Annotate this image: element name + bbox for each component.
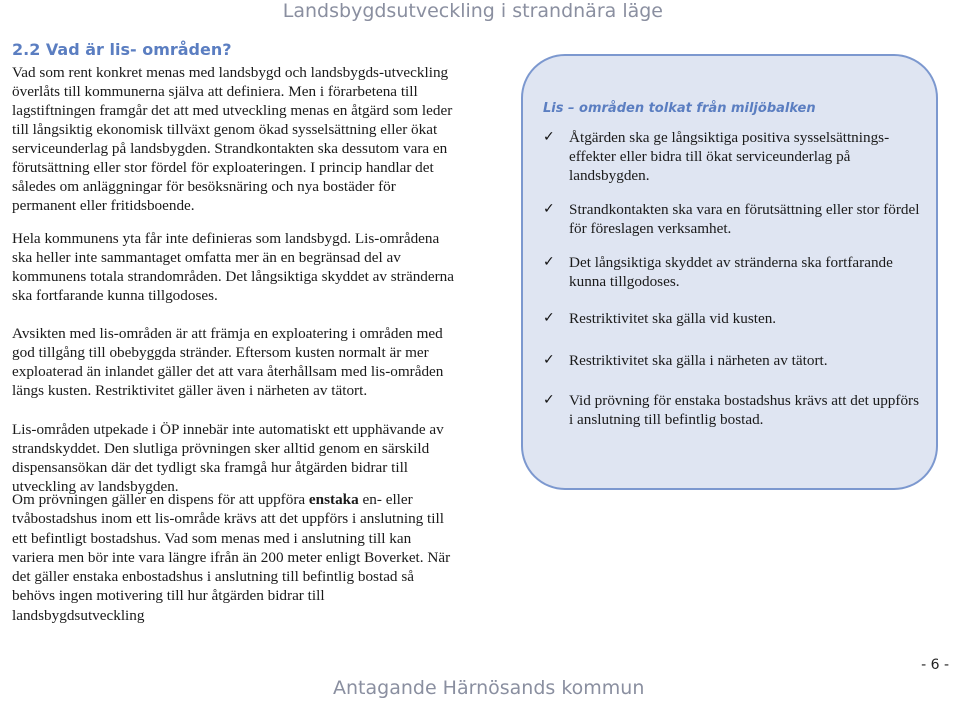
checklist-item-text: Restriktivitet ska gälla i närheten av tätort. — [569, 352, 828, 369]
page-number: - 6 - — [921, 657, 949, 673]
checklist-item — [543, 391, 923, 429]
paragraph-provning — [12, 490, 457, 625]
checklist-item-text: Åtgärden ska ge långsiktiga positiva sysselsättnings-effekter eller bidra till ökat serviceunderlag på landsbygden. — [569, 129, 890, 184]
body-column-lower — [12, 490, 457, 625]
paragraph-avsikten: Avsikten med lis-områden är att främja en exploatering i områden med god tillgång till obebyggda stränder. Eftersom kusten normalt är mer exploaterad än inlandet gäller det att vara återhållsam med lis-områden längs kusten. Restriktivitet gäller även i närheten av tätort. — [12, 325, 444, 399]
running-footer: Antagande Härnösands kommun — [333, 677, 645, 699]
checklist-item — [543, 351, 923, 370]
checkmark-icon: ✓ — [543, 129, 555, 145]
checklist-item — [543, 200, 923, 238]
body-column — [12, 63, 462, 496]
paragraph-provning-rest: en- eller tvåbostadshus inom ett lis-område krävs att det uppförs i anslutning till ett befintligt bostadshus. Vad som menas med i anslutning till kan variera men bör inte vara längre ifrån än 200 meter enligt Boverket. När det gäller enstaka enbostadshus i anslutning till befintlig bostad så behövs ingen motivering till hur åtgärden bidrar till landsbygdsutveckling — [12, 491, 451, 624]
paragraph-op: Lis-områden utpekade i ÖP innebär inte automatiskt ett upphävande av strandskyddet. Den slutliga prövningen sker alltid genom en särskild dispensansökan där det tydligt ska framgå hur åtgärden bidrar till utveckling av landsbygden. — [12, 421, 444, 495]
criteria-checklist — [543, 128, 923, 429]
summary-box — [521, 54, 938, 490]
paragraph-landsbygd: Hela kommunens yta får inte definieras som landsbygd. Lis-områdena ska heller inte sammantaget omfatta mer än en begränsad del av kommunens totala strandområden. Det långsiktiga skyddet av stränderna ska fortfarande kunna tillgodoses. — [12, 230, 455, 304]
checklist-item — [543, 309, 923, 328]
section-heading: 2.2 Vad är lis- områden? — [12, 40, 232, 59]
running-header: Landsbygdsutveckling i strandnära läge — [282, 0, 663, 22]
checkmark-icon: ✓ — [543, 352, 555, 368]
checkmark-icon: ✓ — [543, 254, 555, 270]
checklist-item — [543, 128, 923, 185]
checkmark-icon: ✓ — [543, 201, 555, 217]
checklist-item-text: Vid prövning för enstaka bostadshus krävs att det uppförs i anslutning till befintlig bostad. — [569, 392, 920, 428]
summary-box-title: Lis – områden tolkat från miljöbalken — [543, 101, 816, 116]
emphasis-enstaka: enstaka — [308, 491, 359, 508]
checklist-item-text: Det långsiktiga skyddet av stränderna ska fortfarande kunna tillgodoses. — [569, 254, 893, 290]
paragraph-definition: Vad som rent konkret menas med landsbygd och landsbygds-utveckling överlåts till kommunerna själva att definiera. Men i förarbetena till lagstiftningen framgår det att med utveckling menas en åtgärd som leder till långsiktig ekonomisk tillväxt genom ökad sysselsättning eller ökat serviceunderlag på landsbygden. Strandkontakten ska dessutom vara en förutsättning eller stor fördel för exploateringen. I princip handlar det således om anläggningar för besöksnäring och nya bostäder för permanent eller fritidsboende. — [12, 64, 453, 214]
checkmark-icon: ✓ — [543, 392, 555, 408]
paragraph-provning-start: Om prövningen gäller en dispens för att uppföra — [12, 491, 309, 508]
checkmark-icon: ✓ — [543, 310, 555, 326]
checklist-item-text: Strandkontakten ska vara en förutsättning eller stor fördel för föreslagen verksamhet. — [569, 201, 920, 237]
checklist-item-text: Restriktivitet ska gälla vid kusten. — [569, 310, 777, 327]
checklist-item — [543, 253, 923, 291]
